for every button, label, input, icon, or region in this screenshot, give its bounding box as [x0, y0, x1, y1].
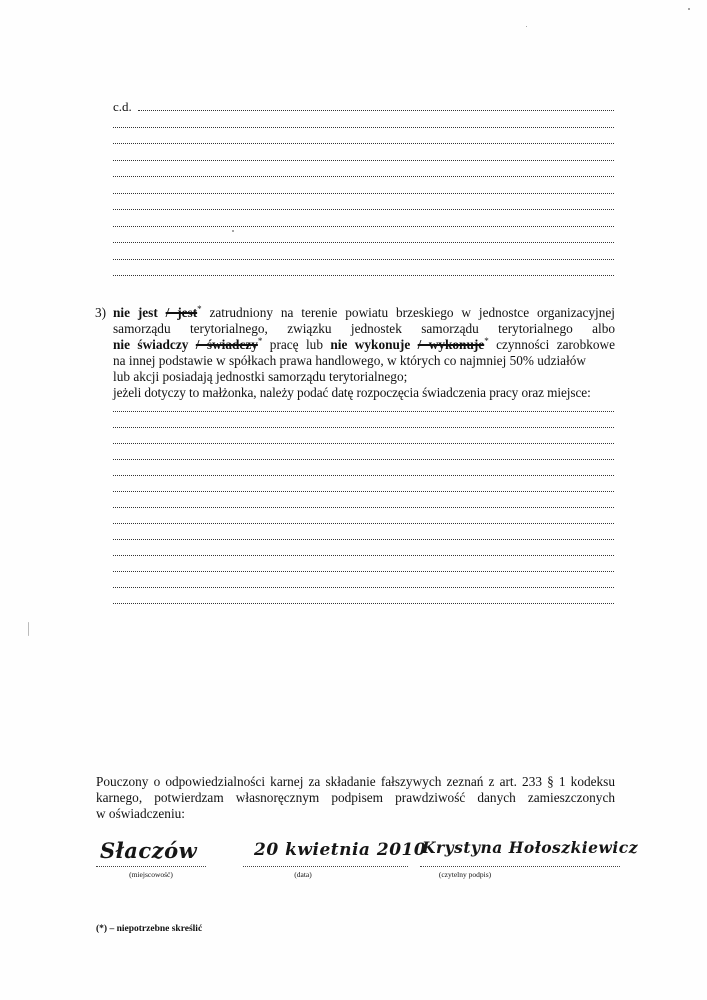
place-line — [96, 866, 206, 867]
fill-line[interactable] — [113, 209, 614, 210]
name-signature[interactable]: Krystyna Hołoszkiewicz — [422, 838, 639, 857]
item3-bold-not-performs: nie wykonuje — [330, 337, 411, 352]
scan-speck — [688, 8, 690, 10]
fill-line[interactable] — [113, 176, 614, 177]
item3-line-4: na innej podstawie w spółkach prawa handlowego, w których co najmniej 50% udziałów — [113, 353, 587, 368]
date-caption: (data) — [294, 870, 312, 879]
footnote-star: * — [257, 336, 263, 346]
item3-bold-not-provides: nie świadczy — [113, 337, 189, 352]
item3-line-3 — [113, 337, 615, 354]
item3-line-2: samorządu terytorialnego, związku jednostek samorządu terytorialnego albo — [113, 321, 615, 336]
fill-line[interactable] — [113, 193, 614, 194]
footnote: (*) – niepotrzebne skreślić — [96, 924, 203, 934]
footnote-star: * — [484, 336, 489, 346]
place-signature[interactable]: Słaczów — [100, 838, 198, 863]
item3-bold-not-employed: nie jest — [113, 305, 158, 320]
declaration-line-2: karnego, potwierdzam własnoręcznym podpisem prawdziwość danych zamieszczonych — [96, 790, 615, 805]
fill-line[interactable] — [113, 143, 614, 144]
fill-line[interactable] — [113, 127, 614, 128]
fill-line[interactable] — [113, 160, 614, 161]
declaration-line-3: w oświadczeniu: — [96, 806, 185, 821]
date-signature[interactable]: 20 kwietnia 2010 — [254, 840, 427, 860]
item3-line-1 — [113, 305, 615, 322]
fill-line[interactable] — [113, 411, 614, 412]
fill-line[interactable] — [138, 110, 614, 111]
item3-line-5: lub akcji posiadają jednostki samorządu terytorialnego; — [113, 369, 408, 384]
item-number: 3) — [95, 305, 107, 320]
item3-struck-employed: / jest — [165, 305, 198, 320]
place-caption: (miejscowość) — [129, 870, 173, 879]
name-caption: (czytelny podpis) — [438, 870, 492, 879]
scan-speck — [28, 622, 29, 636]
scan-speck — [526, 26, 527, 27]
fill-line[interactable] — [113, 475, 614, 476]
fill-line[interactable] — [113, 603, 614, 604]
fill-line[interactable] — [113, 587, 614, 588]
fill-line[interactable] — [113, 507, 614, 508]
date-line — [243, 866, 408, 867]
name-line — [420, 866, 620, 867]
declaration-line-1: Pouczony o odpowiedzialności karnej za składanie fałszywych zeznań z art. 233 § 1 kodeksu — [96, 774, 615, 789]
item3-line3-mid: pracę lub — [269, 337, 323, 352]
item3-struck-performs: / wykonuje — [417, 337, 485, 352]
fill-line[interactable] — [113, 555, 614, 556]
fill-line[interactable] — [113, 523, 614, 524]
item3-struck-provides: / świadczy — [195, 337, 258, 352]
fill-line[interactable] — [113, 275, 614, 276]
fill-line[interactable] — [113, 427, 614, 428]
footnote-star: * — [197, 304, 202, 314]
fill-line[interactable] — [113, 491, 614, 492]
fill-line[interactable] — [113, 242, 614, 243]
fill-line[interactable] — [113, 259, 614, 260]
item3-line1-text: zatrudniony na terenie powiatu brzeskiego w jednostce organizacyjnej — [209, 305, 615, 320]
continuation-label: c.d. — [113, 99, 132, 114]
fill-line[interactable] — [113, 539, 614, 540]
item3-line3-rest: czynności zarobkowe — [496, 337, 616, 352]
fill-line[interactable] — [113, 459, 614, 460]
scan-speck — [232, 230, 234, 232]
item3-line-6: jeżeli dotyczy to małżonka, należy podać datę rozpoczęcia świadczenia pracy oraz miejsce: — [113, 385, 591, 400]
fill-line[interactable] — [113, 443, 614, 444]
fill-line[interactable] — [113, 571, 614, 572]
fill-line[interactable] — [113, 226, 614, 227]
